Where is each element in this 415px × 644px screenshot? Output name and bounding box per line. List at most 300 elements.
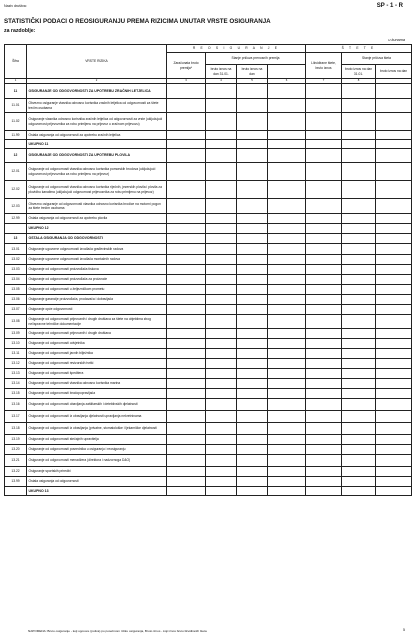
value-cell[interactable] xyxy=(306,315,342,329)
value-cell[interactable] xyxy=(237,214,268,224)
value-cell[interactable] xyxy=(237,467,268,477)
row-name: Osiguranje opće odgovornosti xyxy=(27,305,167,315)
value-cell[interactable] xyxy=(342,275,376,285)
value-cell[interactable] xyxy=(376,149,412,163)
value-cell[interactable] xyxy=(342,285,376,295)
value-cell[interactable] xyxy=(206,435,237,445)
value-cell[interactable] xyxy=(237,487,268,496)
value-cell[interactable] xyxy=(237,275,268,285)
value-cell[interactable] xyxy=(376,423,412,435)
value-cell[interactable] xyxy=(206,455,237,467)
value-cell[interactable] xyxy=(167,445,206,455)
table-row xyxy=(5,455,412,467)
value-cell[interactable] xyxy=(376,199,412,214)
value-cell[interactable] xyxy=(206,224,237,234)
value-cell[interactable] xyxy=(206,315,237,329)
page-title: STATISTIČKI PODACI O REOSIGURANJU PREMA RIZICIMA UNUTAR VRSTE OSIGURANJA xyxy=(4,18,271,25)
header-bruto-1: bruto iznos na dan 31.01. xyxy=(206,65,237,79)
value-cell[interactable] xyxy=(376,275,412,285)
value-cell[interactable] xyxy=(342,163,376,181)
value-cell[interactable] xyxy=(342,389,376,399)
value-cell[interactable] xyxy=(167,181,206,199)
value-cell[interactable] xyxy=(268,99,306,113)
value-cell[interactable] xyxy=(342,399,376,411)
value-cell[interactable] xyxy=(306,285,342,295)
value-cell[interactable] xyxy=(306,389,342,399)
row-code xyxy=(5,224,27,234)
value-cell[interactable] xyxy=(167,487,206,496)
row-code: 13.08 xyxy=(5,315,27,329)
value-cell[interactable] xyxy=(342,244,376,255)
value-cell[interactable] xyxy=(268,487,306,496)
value-cell[interactable] xyxy=(237,435,268,445)
value-cell[interactable] xyxy=(376,435,412,445)
value-cell[interactable] xyxy=(237,199,268,214)
value-cell[interactable] xyxy=(237,163,268,181)
value-cell[interactable] xyxy=(167,255,206,265)
value-cell[interactable] xyxy=(376,487,412,496)
value-cell[interactable] xyxy=(376,477,412,487)
value-cell[interactable] xyxy=(206,349,237,359)
value-cell[interactable] xyxy=(306,84,342,99)
value-cell[interactable] xyxy=(376,399,412,411)
value-cell[interactable] xyxy=(206,379,237,389)
value-cell[interactable] xyxy=(268,467,306,477)
value-cell[interactable] xyxy=(376,411,412,423)
value-cell[interactable] xyxy=(268,455,306,467)
value-cell[interactable] xyxy=(268,131,306,140)
value-cell[interactable] xyxy=(268,199,306,214)
value-cell[interactable] xyxy=(306,140,342,149)
value-cell[interactable] xyxy=(306,234,342,244)
value-cell[interactable] xyxy=(268,329,306,339)
value-cell[interactable] xyxy=(376,455,412,467)
value-cell[interactable] xyxy=(237,423,268,435)
value-cell[interactable] xyxy=(268,349,306,359)
value-cell[interactable] xyxy=(206,487,237,496)
value-cell[interactable] xyxy=(306,275,342,285)
value-cell[interactable] xyxy=(206,305,237,315)
value-cell[interactable] xyxy=(342,199,376,214)
value-cell[interactable] xyxy=(237,113,268,131)
value-cell[interactable] xyxy=(268,275,306,285)
value-cell[interactable] xyxy=(206,265,237,275)
value-cell[interactable] xyxy=(306,265,342,275)
total-row xyxy=(5,487,412,496)
value-cell[interactable] xyxy=(206,131,237,140)
row-name: Osiguranje sportskih priredbi xyxy=(27,467,167,477)
value-cell[interactable] xyxy=(342,295,376,305)
value-cell[interactable] xyxy=(376,445,412,455)
value-cell[interactable] xyxy=(376,329,412,339)
value-cell[interactable] xyxy=(167,295,206,305)
value-cell[interactable] xyxy=(237,445,268,455)
value-cell[interactable] xyxy=(376,99,412,113)
value-cell[interactable] xyxy=(342,224,376,234)
row-name: Osiguranje od odgovornosti vlasnika odnosno korisnika marina xyxy=(27,379,167,389)
value-cell[interactable] xyxy=(376,234,412,244)
value-cell[interactable] xyxy=(167,199,206,214)
value-cell[interactable] xyxy=(237,477,268,487)
value-cell[interactable] xyxy=(237,224,268,234)
value-cell[interactable] xyxy=(237,315,268,329)
value-cell[interactable] xyxy=(268,339,306,349)
value-cell[interactable] xyxy=(167,244,206,255)
value-cell[interactable] xyxy=(206,255,237,265)
value-cell[interactable] xyxy=(167,369,206,379)
table-row xyxy=(5,423,412,435)
value-cell[interactable] xyxy=(206,181,237,199)
value-cell[interactable] xyxy=(206,369,237,379)
value-cell[interactable] xyxy=(237,305,268,315)
section-row xyxy=(5,149,412,163)
value-cell[interactable] xyxy=(167,224,206,234)
value-cell[interactable] xyxy=(268,423,306,435)
value-cell[interactable] xyxy=(376,140,412,149)
row-name: Osiguranje od odgovornosti iz obavljanja djelatnosti upravljanja nekretninama xyxy=(27,411,167,423)
period-label: za razdoblje: xyxy=(4,28,36,34)
value-cell[interactable] xyxy=(237,285,268,295)
value-cell[interactable] xyxy=(206,234,237,244)
table-row xyxy=(5,315,412,329)
value-cell[interactable] xyxy=(342,455,376,467)
value-cell[interactable] xyxy=(342,149,376,163)
value-cell[interactable] xyxy=(342,445,376,455)
value-cell[interactable] xyxy=(206,285,237,295)
value-cell[interactable] xyxy=(342,359,376,369)
value-cell[interactable] xyxy=(376,244,412,255)
value-cell[interactable] xyxy=(206,140,237,149)
risk-table xyxy=(4,44,412,496)
value-cell[interactable] xyxy=(206,149,237,163)
row-code: 13.03 xyxy=(5,265,27,275)
value-cell[interactable] xyxy=(237,234,268,244)
table-row xyxy=(5,329,412,339)
row-name: Osiguranje od odgovornosti obavljanja zaštitarskih i detektivskih djelatnosti xyxy=(27,399,167,411)
value-cell[interactable] xyxy=(237,244,268,255)
value-cell[interactable] xyxy=(342,487,376,496)
col-number-3: 3 xyxy=(167,79,206,84)
value-cell[interactable] xyxy=(268,285,306,295)
value-cell[interactable] xyxy=(342,234,376,244)
value-cell[interactable] xyxy=(306,305,342,315)
value-cell[interactable] xyxy=(167,349,206,359)
value-cell[interactable] xyxy=(268,379,306,389)
value-cell[interactable] xyxy=(376,305,412,315)
value-cell[interactable] xyxy=(306,255,342,265)
value-cell[interactable] xyxy=(167,140,206,149)
value-cell[interactable] xyxy=(306,487,342,496)
value-cell[interactable] xyxy=(237,339,268,349)
value-cell[interactable] xyxy=(237,329,268,339)
row-code: 13.10 xyxy=(5,339,27,349)
value-cell[interactable] xyxy=(306,214,342,224)
value-cell[interactable] xyxy=(376,369,412,379)
value-cell[interactable] xyxy=(342,477,376,487)
value-cell[interactable] xyxy=(167,411,206,423)
row-code: 13.06 xyxy=(5,295,27,305)
value-cell[interactable] xyxy=(342,265,376,275)
value-cell[interactable] xyxy=(167,455,206,467)
value-cell[interactable] xyxy=(268,369,306,379)
value-cell[interactable] xyxy=(306,339,342,349)
value-cell[interactable] xyxy=(376,84,412,99)
table-row xyxy=(5,214,412,224)
row-code: 13.16 xyxy=(5,399,27,411)
row-code: 13.11 xyxy=(5,349,27,359)
value-cell[interactable] xyxy=(268,305,306,315)
value-cell[interactable] xyxy=(268,265,306,275)
value-cell[interactable] xyxy=(306,399,342,411)
value-cell[interactable] xyxy=(268,140,306,149)
value-cell[interactable] xyxy=(342,369,376,379)
value-cell[interactable] xyxy=(342,315,376,329)
value-cell[interactable] xyxy=(206,199,237,214)
value-cell[interactable] xyxy=(342,435,376,445)
value-cell[interactable] xyxy=(306,359,342,369)
value-cell[interactable] xyxy=(167,477,206,487)
value-cell[interactable] xyxy=(167,315,206,329)
value-cell[interactable] xyxy=(268,411,306,423)
value-cell[interactable] xyxy=(306,163,342,181)
value-cell[interactable] xyxy=(206,339,237,349)
value-cell[interactable] xyxy=(306,445,342,455)
row-code: 11 xyxy=(5,84,27,99)
table-row xyxy=(5,379,412,389)
value-cell[interactable] xyxy=(206,359,237,369)
value-cell[interactable] xyxy=(306,477,342,487)
value-cell[interactable] xyxy=(268,359,306,369)
col-number-5: 5 xyxy=(237,79,268,84)
value-cell[interactable] xyxy=(376,214,412,224)
value-cell[interactable] xyxy=(376,285,412,295)
header-pricuva-premija: Stanje pričuva prenosnih premija xyxy=(206,53,306,65)
value-cell[interactable] xyxy=(268,149,306,163)
value-cell[interactable] xyxy=(167,285,206,295)
value-cell[interactable] xyxy=(376,349,412,359)
value-cell[interactable] xyxy=(167,329,206,339)
value-cell[interactable] xyxy=(306,467,342,477)
value-cell[interactable] xyxy=(167,131,206,140)
value-cell[interactable] xyxy=(268,399,306,411)
value-cell[interactable] xyxy=(167,305,206,315)
value-cell[interactable] xyxy=(268,113,306,131)
value-cell[interactable] xyxy=(306,423,342,435)
row-code: 12.03 xyxy=(5,199,27,214)
value-cell[interactable] xyxy=(342,467,376,477)
value-cell[interactable] xyxy=(268,163,306,181)
value-cell[interactable] xyxy=(306,411,342,423)
value-cell[interactable] xyxy=(306,435,342,445)
value-cell[interactable] xyxy=(206,163,237,181)
value-cell[interactable] xyxy=(342,423,376,435)
value-cell[interactable] xyxy=(268,214,306,224)
row-code xyxy=(5,140,27,149)
value-cell[interactable] xyxy=(206,99,237,113)
value-cell[interactable] xyxy=(237,140,268,149)
value-cell[interactable] xyxy=(306,349,342,359)
row-name: Osiguranje od odgovornosti proizvođača tiskova xyxy=(27,265,167,275)
value-cell[interactable] xyxy=(167,389,206,399)
value-cell[interactable] xyxy=(206,389,237,399)
value-cell[interactable] xyxy=(376,339,412,349)
value-cell[interactable] xyxy=(206,84,237,99)
value-cell[interactable] xyxy=(306,113,342,131)
value-cell[interactable] xyxy=(206,329,237,339)
value-cell[interactable] xyxy=(167,423,206,435)
value-cell[interactable] xyxy=(268,295,306,305)
value-cell[interactable] xyxy=(306,329,342,339)
value-cell[interactable] xyxy=(237,295,268,305)
value-cell[interactable] xyxy=(237,349,268,359)
value-cell[interactable] xyxy=(342,255,376,265)
value-cell[interactable] xyxy=(342,339,376,349)
value-cell[interactable] xyxy=(342,329,376,339)
value-cell[interactable] xyxy=(306,379,342,389)
value-cell[interactable] xyxy=(306,181,342,199)
value-cell[interactable] xyxy=(167,467,206,477)
table-row xyxy=(5,411,412,423)
value-cell[interactable] xyxy=(376,315,412,329)
row-name: Osiguranje ugovorne odgovornosti izvođača građevinskih radova xyxy=(27,244,167,255)
value-cell[interactable] xyxy=(167,113,206,131)
value-cell[interactable] xyxy=(237,411,268,423)
value-cell[interactable] xyxy=(342,113,376,131)
value-cell[interactable] xyxy=(306,199,342,214)
value-cell[interactable] xyxy=(342,305,376,315)
value-cell[interactable] xyxy=(237,84,268,99)
value-cell[interactable] xyxy=(268,255,306,265)
row-code: 13.01 xyxy=(5,244,27,255)
value-cell[interactable] xyxy=(237,379,268,389)
row-code: 13.02 xyxy=(5,255,27,265)
value-cell[interactable] xyxy=(237,455,268,467)
table-row xyxy=(5,445,412,455)
value-cell[interactable] xyxy=(237,265,268,275)
value-cell[interactable] xyxy=(237,255,268,265)
value-cell[interactable] xyxy=(342,214,376,224)
value-cell[interactable] xyxy=(237,389,268,399)
value-cell[interactable] xyxy=(167,84,206,99)
value-cell[interactable] xyxy=(268,224,306,234)
value-cell[interactable] xyxy=(167,275,206,285)
value-cell[interactable] xyxy=(306,224,342,234)
value-cell[interactable] xyxy=(167,265,206,275)
value-cell[interactable] xyxy=(237,399,268,411)
value-cell[interactable] xyxy=(306,149,342,163)
col-number-1: 1 xyxy=(5,79,27,84)
value-cell[interactable] xyxy=(376,295,412,305)
value-cell[interactable] xyxy=(342,84,376,99)
value-cell[interactable] xyxy=(167,339,206,349)
value-cell[interactable] xyxy=(167,359,206,369)
row-code: 11.02 xyxy=(5,113,27,131)
value-cell[interactable] xyxy=(268,244,306,255)
value-cell[interactable] xyxy=(167,214,206,224)
value-cell[interactable] xyxy=(376,467,412,477)
value-cell[interactable] xyxy=(268,477,306,487)
value-cell[interactable] xyxy=(167,163,206,181)
value-cell[interactable] xyxy=(206,214,237,224)
value-cell[interactable] xyxy=(376,379,412,389)
value-cell[interactable] xyxy=(376,265,412,275)
value-cell[interactable] xyxy=(342,181,376,199)
col-number-8: 8 xyxy=(342,79,376,84)
value-cell[interactable] xyxy=(306,455,342,467)
value-cell[interactable] xyxy=(237,181,268,199)
row-name: OSIGURANJE OD ODGOVORNOSTI ZA UPOTREBU ZRAČNIH LETJELICA xyxy=(27,84,167,99)
value-cell[interactable] xyxy=(306,244,342,255)
value-cell[interactable] xyxy=(237,149,268,163)
value-cell[interactable] xyxy=(342,411,376,423)
value-cell[interactable] xyxy=(206,411,237,423)
value-cell[interactable] xyxy=(268,389,306,399)
header-vrste-rizika: VRSTE RIZIKA xyxy=(27,45,167,79)
value-cell[interactable] xyxy=(206,244,237,255)
table-row xyxy=(5,131,412,140)
table-body xyxy=(5,84,412,496)
value-cell[interactable] xyxy=(167,399,206,411)
value-cell[interactable] xyxy=(342,379,376,389)
value-cell[interactable] xyxy=(206,477,237,487)
value-cell[interactable] xyxy=(342,140,376,149)
value-cell[interactable] xyxy=(342,349,376,359)
value-cell[interactable] xyxy=(167,379,206,389)
row-name: OSIGURANJE OD ODGOVORNOSTI ZA UPOTREBU PLOVILA xyxy=(27,149,167,163)
value-cell[interactable] xyxy=(167,149,206,163)
value-cell[interactable] xyxy=(268,445,306,455)
value-cell[interactable] xyxy=(376,359,412,369)
value-cell[interactable] xyxy=(376,224,412,234)
value-cell[interactable] xyxy=(237,99,268,113)
value-cell[interactable] xyxy=(237,359,268,369)
value-cell[interactable] xyxy=(206,423,237,435)
value-cell[interactable] xyxy=(206,275,237,285)
value-cell[interactable] xyxy=(376,113,412,131)
value-cell[interactable] xyxy=(306,295,342,305)
value-cell[interactable] xyxy=(306,369,342,379)
table-row xyxy=(5,369,412,379)
value-cell[interactable] xyxy=(268,435,306,445)
row-code: 13.18 xyxy=(5,423,27,435)
value-cell[interactable] xyxy=(376,181,412,199)
value-cell[interactable] xyxy=(237,131,268,140)
value-cell[interactable] xyxy=(306,131,342,140)
value-cell[interactable] xyxy=(376,163,412,181)
value-cell[interactable] xyxy=(268,181,306,199)
value-cell[interactable] xyxy=(342,99,376,113)
value-cell[interactable] xyxy=(237,369,268,379)
value-cell[interactable] xyxy=(268,234,306,244)
value-cell[interactable] xyxy=(206,445,237,455)
value-cell[interactable] xyxy=(167,99,206,113)
value-cell[interactable] xyxy=(342,131,376,140)
value-cell[interactable] xyxy=(268,315,306,329)
value-cell[interactable] xyxy=(206,467,237,477)
value-cell[interactable] xyxy=(376,255,412,265)
value-cell[interactable] xyxy=(206,113,237,131)
value-cell[interactable] xyxy=(306,99,342,113)
value-cell[interactable] xyxy=(206,399,237,411)
value-cell[interactable] xyxy=(376,389,412,399)
table-row xyxy=(5,399,412,411)
value-cell[interactable] xyxy=(206,295,237,305)
value-cell[interactable] xyxy=(268,84,306,99)
value-cell[interactable] xyxy=(167,234,206,244)
value-cell[interactable] xyxy=(376,131,412,140)
table-row xyxy=(5,295,412,305)
value-cell[interactable] xyxy=(167,435,206,445)
